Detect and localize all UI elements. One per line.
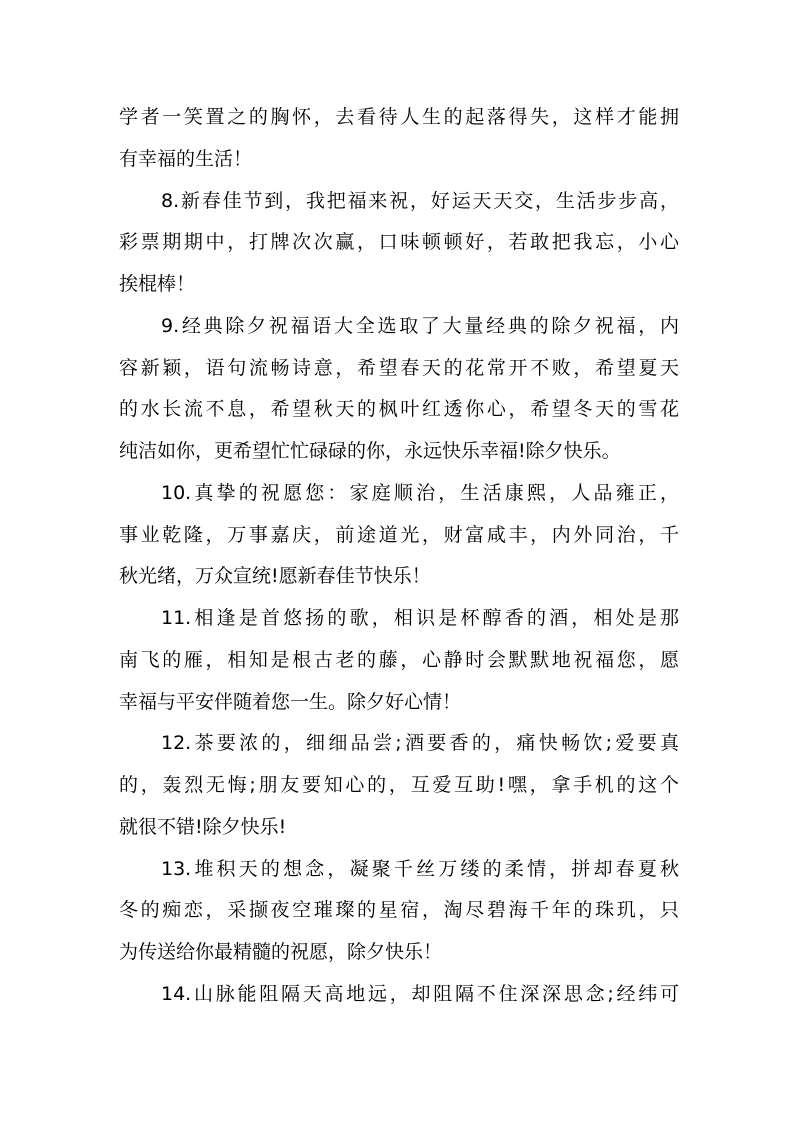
text-line: 的水长流不息，希望秋天的枫叶红透你心，希望冬天的雪花 — [119, 398, 679, 421]
paragraph-item-12 — [119, 723, 679, 848]
text-line: 14.山脉能阻隔天高地远，却阻隔不住深深思念;经纬可 — [161, 982, 679, 1005]
paragraph-continuation — [119, 97, 679, 181]
text-line: 南飞的雁，相知是根古老的藤，心静时会默默地祝福您，愿 — [119, 648, 679, 671]
text-line: 容新颖，语句流畅诗意，希望春天的花常开不败，希望夏天 — [119, 356, 679, 379]
text-line: 有幸福的生活！ — [119, 147, 253, 170]
text-line: 的，轰烈无悔;朋友要知心的，互爱互助!嘿，拿手机的这个 — [119, 774, 679, 796]
paragraph-item-14 — [119, 974, 679, 1016]
text-line: 11.相逢是首悠扬的歌，相识是杯醇香的酒，相处是那 — [161, 607, 679, 629]
text-line: 13.堆积天的想念，凝聚千丝万缕的柔情，拼却春夏秋 — [161, 857, 679, 880]
paragraph-item-9 — [119, 306, 679, 473]
document-body — [119, 97, 679, 1016]
text-line: 事业乾隆，万事嘉庆，前途道光，财富咸丰，内外同治，千 — [119, 523, 679, 546]
text-line: 10.真挚的祝愿您：家庭顺治，生活康熙，人品雍正， — [161, 481, 679, 504]
text-line: 挨棍棒！ — [119, 273, 196, 295]
paragraph-item-8 — [119, 181, 679, 306]
text-line: 冬的痴恋，采撷夜空璀璨的星宿，淘尽碧海千年的珠玑，只 — [119, 899, 679, 922]
text-line: 彩票期期中，打牌次次赢，口味顿顿好，若敢把我忘，小心 — [119, 231, 679, 254]
text-line: 纯洁如你，更希望忙忙碌碌的你，永远快乐幸福!除夕快乐。 — [119, 440, 621, 462]
text-line: 秋光绪，万众宣统!愿新春佳节快乐！ — [119, 565, 431, 588]
text-line: 8.新春佳节到，我把福来祝，好运天天交，生活步步高， — [161, 189, 679, 212]
paragraph-item-10 — [119, 473, 679, 598]
text-line: 为传送给你最精髓的祝愿，除夕快乐！ — [119, 941, 443, 963]
paragraph-item-11 — [119, 598, 679, 723]
text-line: 幸福与平安伴随着您一生。除夕好心情！ — [119, 690, 462, 713]
text-line: 9.经典除夕祝福语大全选取了大量经典的除夕祝福，内 — [161, 314, 679, 337]
text-line: 就很不错!除夕快乐! — [119, 815, 287, 838]
text-line: 12.茶要浓的，细细品尝;酒要香的，痛快畅饮;爱要真 — [161, 732, 679, 755]
paragraph-item-13 — [119, 849, 679, 974]
text-line: 学者一笑置之的胸怀，去看待人生的起落得失，这样才能拥 — [119, 106, 679, 128]
